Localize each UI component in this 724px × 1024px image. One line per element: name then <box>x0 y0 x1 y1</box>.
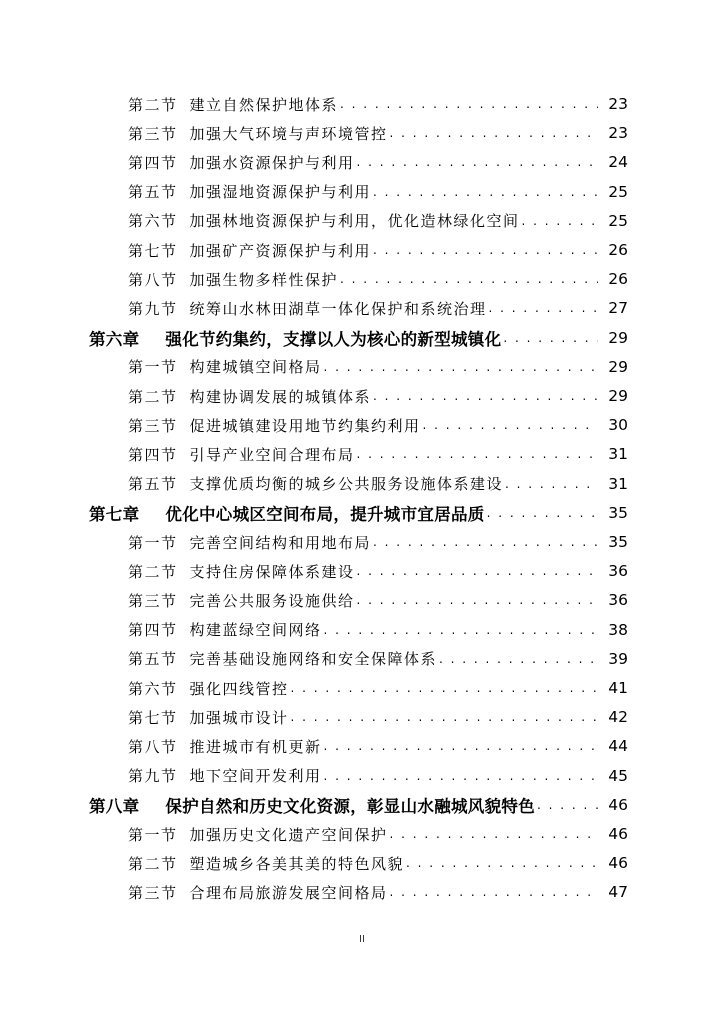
toc-entry-number: 第二节 <box>128 387 178 406</box>
toc-entry-page-number: 30 <box>608 416 628 435</box>
toc-dot-leader <box>373 185 598 204</box>
toc-entry-title: 加强城市设计 <box>189 708 289 727</box>
toc-section-entry[interactable] <box>0 822 724 846</box>
toc-entry-number: 第三节 <box>128 591 178 610</box>
toc-entry-title: 推进城市有机更新 <box>189 737 322 756</box>
toc-entry-title: 加强历史文化遗产空间保护 <box>189 825 388 844</box>
toc-entry-title: 强化四线管控 <box>189 679 289 698</box>
toc-section-entry[interactable] <box>0 618 724 642</box>
toc-dot-leader <box>503 331 598 350</box>
toc-entry-number: 第九节 <box>128 299 178 318</box>
toc-entry-page-number: 46 <box>608 795 628 814</box>
toc-entry-page-number: 41 <box>608 679 628 697</box>
page-number-footer: II <box>359 934 365 945</box>
toc-entry-page-number: 39 <box>608 649 628 668</box>
toc-entry-title: 引导产业空间合理布局 <box>189 445 355 464</box>
toc-entry-page-number: 47 <box>608 883 628 902</box>
toc-dot-leader <box>439 652 598 671</box>
toc-section-entry[interactable] <box>0 559 724 583</box>
toc-entry-page-number: 26 <box>608 270 628 289</box>
toc-entry-title: 优化中心城区空间布局，提升城市宜居品质 <box>165 504 485 524</box>
toc-entry-page-number: 29 <box>608 357 628 376</box>
toc-section-entry[interactable] <box>0 150 724 174</box>
toc-entry-number: 第四节 <box>128 621 178 640</box>
toc-entry-number: 第七章 <box>89 504 140 524</box>
toc-entry-number: 第八节 <box>128 737 178 756</box>
toc-entry-number: 第二节 <box>128 562 178 581</box>
toc-entry-title: 加强大气环境与声环境管控 <box>189 124 388 143</box>
toc-entry-page-number: 25 <box>608 182 628 201</box>
toc-section-entry[interactable] <box>0 355 724 379</box>
toc-dot-leader <box>390 126 598 145</box>
toc-section-entry[interactable] <box>0 238 724 262</box>
toc-entry-page-number: 35 <box>608 533 628 551</box>
toc-entry-page-number: 24 <box>608 153 628 172</box>
toc-dot-leader <box>373 389 598 408</box>
toc-entry-title: 促进城镇建设用地节约集约利用 <box>189 416 421 435</box>
toc-entry-number: 第五节 <box>128 650 178 669</box>
toc-dot-leader <box>390 827 598 846</box>
toc-section-entry[interactable] <box>0 92 724 116</box>
toc-entry-page-number: 23 <box>608 124 628 143</box>
toc-entry-number: 第三节 <box>128 416 178 435</box>
toc-dot-leader <box>390 885 598 904</box>
toc-chapter-entry[interactable] <box>0 501 724 525</box>
toc-entry-title: 加强湿地资源保护与利用 <box>189 183 372 202</box>
toc-entry-title: 加强林地资源保护与利用，优化造林绿化空间 <box>189 212 520 231</box>
toc-section-entry[interactable] <box>0 442 724 466</box>
toc-entry-number: 第一节 <box>128 825 178 844</box>
toc-section-entry[interactable] <box>0 851 724 875</box>
toc-dot-leader <box>373 535 598 554</box>
toc-section-entry[interactable] <box>0 880 724 904</box>
toc-entry-number: 第一节 <box>128 533 178 552</box>
toc-entry-page-number: 25 <box>608 211 628 230</box>
toc-section-entry[interactable] <box>0 267 724 291</box>
toc-entry-number: 第三节 <box>128 124 178 143</box>
toc-section-entry[interactable] <box>0 647 724 671</box>
toc-section-entry[interactable] <box>0 209 724 233</box>
toc-entry-page-number: 42 <box>608 708 628 727</box>
toc-entry-number: 第二节 <box>128 854 178 873</box>
toc-entry-page-number: 29 <box>608 328 628 347</box>
toc-entry-title: 构建城镇空间格局 <box>189 358 322 377</box>
toc-dot-leader <box>340 272 598 291</box>
toc-entry-page-number: 44 <box>608 737 628 756</box>
toc-entry-page-number: 29 <box>608 387 628 405</box>
toc-dot-leader <box>489 301 598 320</box>
toc-entry-number: 第二节 <box>128 95 178 114</box>
toc-entry-title: 加强矿产资源保护与利用 <box>189 241 372 260</box>
toc-section-entry[interactable] <box>0 384 724 408</box>
toc-section-entry[interactable] <box>0 472 724 496</box>
toc-section-entry[interactable] <box>0 676 724 700</box>
toc-entry-number: 第六节 <box>128 679 178 698</box>
toc-entry-page-number: 35 <box>608 503 628 522</box>
toc-entry-title: 加强生物多样性保护 <box>189 270 339 289</box>
toc-entry-title: 地下空间开发利用 <box>189 767 322 786</box>
toc-entry-title: 支持住房保障体系建设 <box>189 562 355 581</box>
toc-dot-leader <box>324 739 598 758</box>
toc-dot-leader <box>291 681 598 700</box>
toc-entry-title: 完善基础设施网络和安全保障体系 <box>189 650 438 669</box>
toc-section-entry[interactable] <box>0 764 724 788</box>
toc-dot-leader <box>522 214 598 233</box>
toc-entry-title: 构建协调发展的城镇体系 <box>189 387 372 406</box>
toc-entry-number: 第五节 <box>128 183 178 202</box>
toc-entry-title: 完善空间结构和用地布局 <box>189 533 372 552</box>
toc-dot-leader <box>537 798 598 817</box>
toc-entry-title: 保护自然和历史文化资源，彰显山水融城风貌特色 <box>165 796 536 816</box>
toc-entry-page-number: 31 <box>608 445 628 464</box>
toc-chapter-entry[interactable] <box>0 793 724 817</box>
toc-chapter-entry[interactable] <box>0 326 724 350</box>
toc-section-entry[interactable] <box>0 588 724 612</box>
toc-entry-title: 建立自然保护地体系 <box>189 95 339 114</box>
toc-dot-leader <box>291 710 598 729</box>
toc-entry-title: 加强水资源保护与利用 <box>189 153 355 172</box>
toc-dot-leader <box>324 623 598 642</box>
toc-entry-title: 支撑优质均衡的城乡公共服务设施体系建设 <box>189 475 504 494</box>
toc-entry-number: 第七节 <box>128 241 178 260</box>
toc-entry-title: 完善公共服务设施供给 <box>189 591 355 610</box>
toc-dot-leader <box>487 506 598 525</box>
toc-entry-number: 第七节 <box>128 708 178 727</box>
toc-entry-page-number: 36 <box>608 591 628 610</box>
toc-entry-title: 塑造城乡各美其美的特色风貌 <box>189 854 405 873</box>
toc-entry-number: 第九节 <box>128 767 178 786</box>
toc-entry-page-number: 31 <box>608 474 628 493</box>
toc-dot-leader <box>340 97 598 116</box>
toc-entry-page-number: 27 <box>608 299 628 318</box>
toc-section-entry[interactable] <box>0 413 724 437</box>
toc-dot-leader <box>357 593 598 612</box>
toc-entry-title: 合理布局旅游发展空间格局 <box>189 883 388 902</box>
toc-entry-title: 构建蓝绿空间网络 <box>189 621 322 640</box>
toc-entry-number: 第三节 <box>128 883 178 902</box>
toc-dot-leader <box>357 155 598 174</box>
toc-section-entry[interactable] <box>0 734 724 758</box>
toc-section-entry[interactable] <box>0 705 724 729</box>
toc-entry-number: 第八章 <box>89 796 140 816</box>
toc-entry-number: 第六节 <box>128 212 178 231</box>
toc-entry-page-number: 38 <box>608 620 628 639</box>
toc-section-entry[interactable] <box>0 296 724 320</box>
toc-entry-page-number: 36 <box>608 562 628 581</box>
toc-dot-leader <box>423 418 598 437</box>
toc-entry-number: 第五节 <box>128 475 178 494</box>
toc-entry-number: 第四节 <box>128 153 178 172</box>
toc-dot-leader <box>357 564 598 583</box>
toc-entry-number: 第八节 <box>128 270 178 289</box>
toc-entry-number: 第一节 <box>128 358 178 377</box>
toc-entry-page-number: 26 <box>608 241 628 259</box>
toc-dot-leader <box>505 477 598 496</box>
toc-dot-leader <box>373 243 598 262</box>
toc-dot-leader <box>324 360 598 379</box>
toc-entry-page-number: 23 <box>608 95 628 113</box>
toc-entry-page-number: 46 <box>608 854 628 873</box>
toc-dot-leader <box>324 769 598 788</box>
toc-section-entry[interactable] <box>0 180 724 204</box>
toc-entry-title: 统筹山水林田湖草一体化保护和系统治理 <box>189 299 487 318</box>
toc-section-entry[interactable] <box>0 121 724 145</box>
toc-section-entry[interactable] <box>0 530 724 554</box>
toc-entry-page-number: 45 <box>608 766 628 785</box>
toc-entry-number: 第四节 <box>128 445 178 464</box>
toc-entry-title: 强化节约集约，支撑以人为核心的新型城镇化 <box>165 329 502 349</box>
toc-entry-number: 第六章 <box>89 329 140 349</box>
toc-dot-leader <box>406 856 598 875</box>
toc-entry-page-number: 46 <box>608 825 628 843</box>
toc-dot-leader <box>357 447 598 466</box>
